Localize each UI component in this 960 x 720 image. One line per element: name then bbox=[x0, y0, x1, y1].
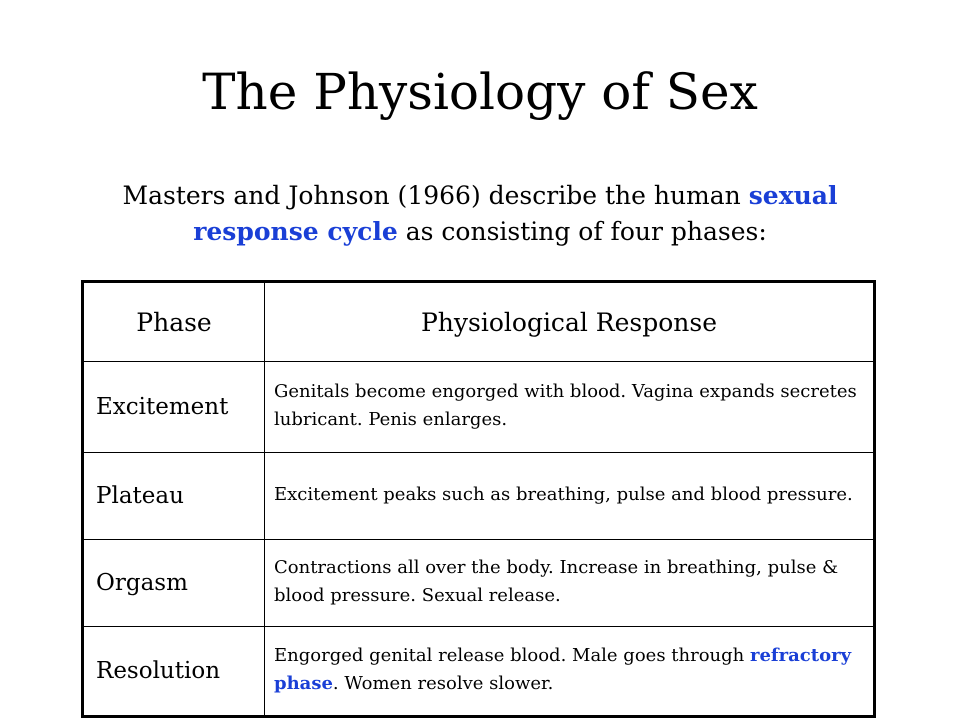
subtitle bbox=[70, 178, 890, 250]
table-row bbox=[83, 540, 875, 627]
slide-title: The Physiology of Sex bbox=[202, 63, 758, 121]
response-cell: Genitals become engorged with blood. Vagina expands secretes lubricant. Penis enlarges. bbox=[265, 362, 875, 453]
table-row bbox=[83, 627, 875, 717]
table-header-row bbox=[83, 282, 875, 362]
response-cell bbox=[265, 627, 875, 717]
table-row bbox=[83, 453, 875, 540]
subtitle-highlight-term: sexual response cycle bbox=[193, 181, 838, 246]
response-cell: Contractions all over the body. Increase in breathing, pulse & blood pressure. Sexual release. bbox=[265, 540, 875, 627]
phase-cell: Plateau bbox=[83, 453, 265, 540]
phase-table bbox=[81, 280, 876, 718]
header-physiological-response: Physiological Response bbox=[265, 282, 875, 362]
subtitle-text-part1: Masters and Johnson (1966) describe the human bbox=[122, 181, 749, 210]
response-cell: Excitement peaks such as breathing, pulse and blood pressure. bbox=[265, 453, 875, 540]
phase-cell: Excitement bbox=[83, 362, 265, 453]
phase-cell: Resolution bbox=[83, 627, 265, 717]
header-phase: Phase bbox=[83, 282, 265, 362]
response-text-part2: . Women resolve slower. bbox=[332, 673, 554, 694]
table-row bbox=[83, 362, 875, 453]
refractory-phase-term: refractory phase bbox=[274, 645, 852, 694]
subtitle-text-part2: as consisting of four phases: bbox=[397, 217, 767, 246]
response-text-part1: Engorged genital release blood. Male goes through bbox=[274, 645, 750, 666]
phase-cell: Orgasm bbox=[83, 540, 265, 627]
